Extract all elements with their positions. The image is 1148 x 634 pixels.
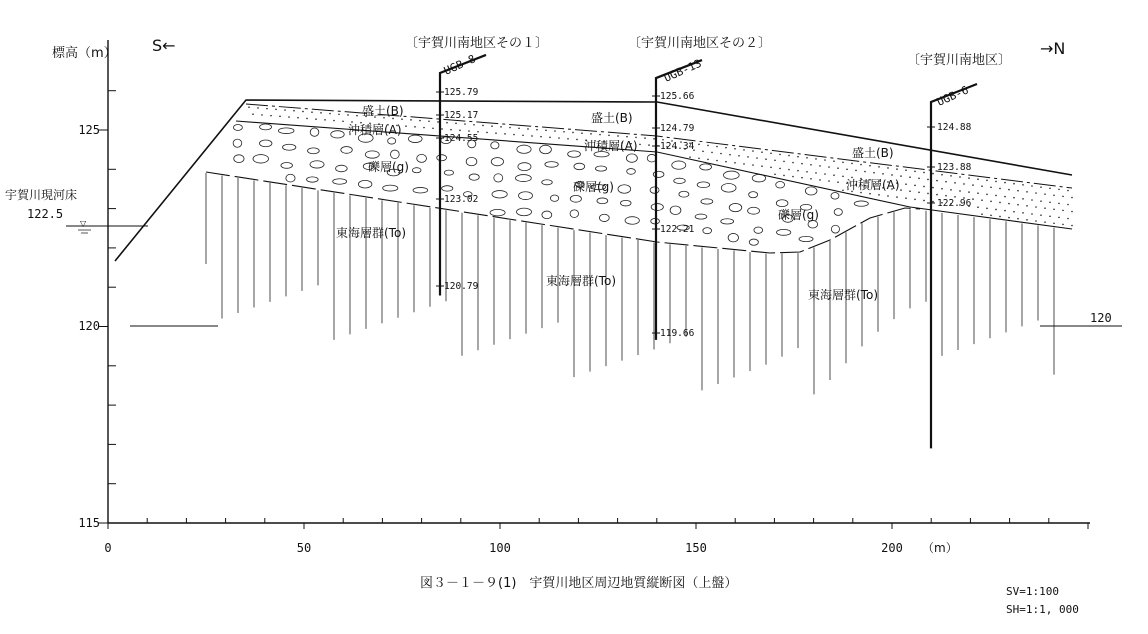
alluvium-label: 沖積層(A)	[846, 178, 900, 192]
borehole-elevation: 125.79	[444, 87, 479, 98]
borehole-elevation: 123.88	[937, 162, 972, 173]
river-label: 宇賀川現河床	[5, 188, 78, 202]
borehole-ugb-8	[436, 52, 486, 295]
tokai-group-label: 東海層群(To)	[336, 226, 406, 240]
borehole-ugb-6	[927, 83, 977, 448]
borehole-elevation: 124.79	[660, 123, 695, 134]
y-tick-label-120: 120	[78, 319, 100, 333]
borehole-name: UGB-13	[661, 56, 704, 85]
borehole-elevation: 124.34	[660, 141, 695, 152]
borehole-elevation: 124.55	[444, 133, 479, 144]
x-tick-label-100: 100	[489, 541, 511, 555]
vertical-scale: SV=1:100	[1006, 585, 1059, 598]
x-tick-label-150: 150	[685, 541, 707, 555]
borehole-elevation: 124.88	[937, 122, 972, 133]
borehole-elevation: 125.17	[444, 110, 479, 121]
horizontal-scale: SH=1:1, 000	[1006, 603, 1079, 616]
y-axis-title: 標高（m）	[52, 46, 117, 61]
y-minor-ticks	[98, 91, 116, 523]
tokai-group-label: 東海層群(To)	[808, 288, 878, 302]
right-elevation-label: 120	[1090, 311, 1112, 325]
area-label-1: 〔宇賀川南地区その１〕	[405, 36, 549, 51]
tokai-group-hatching	[206, 173, 1054, 394]
fill-label: 盛土(B)	[591, 111, 633, 125]
alluvium-label: 沖積層(A)	[584, 139, 638, 153]
borehole-elevation: 122.96	[937, 198, 972, 209]
boreholes	[436, 52, 977, 448]
gravel-pebbles	[233, 124, 868, 245]
borehole-elevation: 119.66	[660, 328, 695, 339]
borehole-elevation: 123.02	[444, 194, 479, 205]
water-level-icon: ▽	[80, 219, 87, 228]
borehole-elevation: 125.66	[660, 91, 695, 102]
x-tick-label-200: 200	[881, 541, 903, 555]
borehole-name: UGB-6	[934, 83, 971, 109]
fill-label: 盛土(B)	[362, 104, 404, 118]
direction-north: →N	[1040, 39, 1066, 58]
area-label-2: 〔宇賀川南地区その２〕	[628, 36, 772, 51]
borehole-ugb-13	[652, 57, 704, 340]
river-elevation: 122.5	[27, 207, 64, 221]
borehole-name: UGB-8	[441, 52, 478, 78]
y-tick-label-125: 125	[78, 123, 100, 137]
y-tick-label-115: 115	[78, 516, 100, 530]
gravel-label: 礫層(g)	[368, 160, 409, 174]
direction-south: S←	[152, 36, 176, 55]
borehole-elevation: 122.21	[660, 224, 695, 235]
alluvium-label: 沖積層(A)	[348, 123, 402, 137]
fill-label: 盛土(B)	[852, 146, 894, 160]
gravel-label: 礫層(g)	[778, 208, 819, 222]
figure-caption: 図３－１－９(1) 宇賀川地区周辺地質縦断図（上盤）	[420, 576, 738, 591]
borehole-elevation: 120.79	[444, 281, 479, 292]
x-tick-label-0: 0	[104, 541, 112, 555]
area-label-3: 〔宇賀川南地区〕	[907, 53, 1012, 68]
x-axis-unit: （m）	[922, 541, 958, 555]
gravel-label: 礫層(g)	[573, 180, 614, 194]
tokai-group-label: 東海層群(To)	[546, 274, 616, 288]
x-tick-label-50: 50	[296, 541, 312, 555]
